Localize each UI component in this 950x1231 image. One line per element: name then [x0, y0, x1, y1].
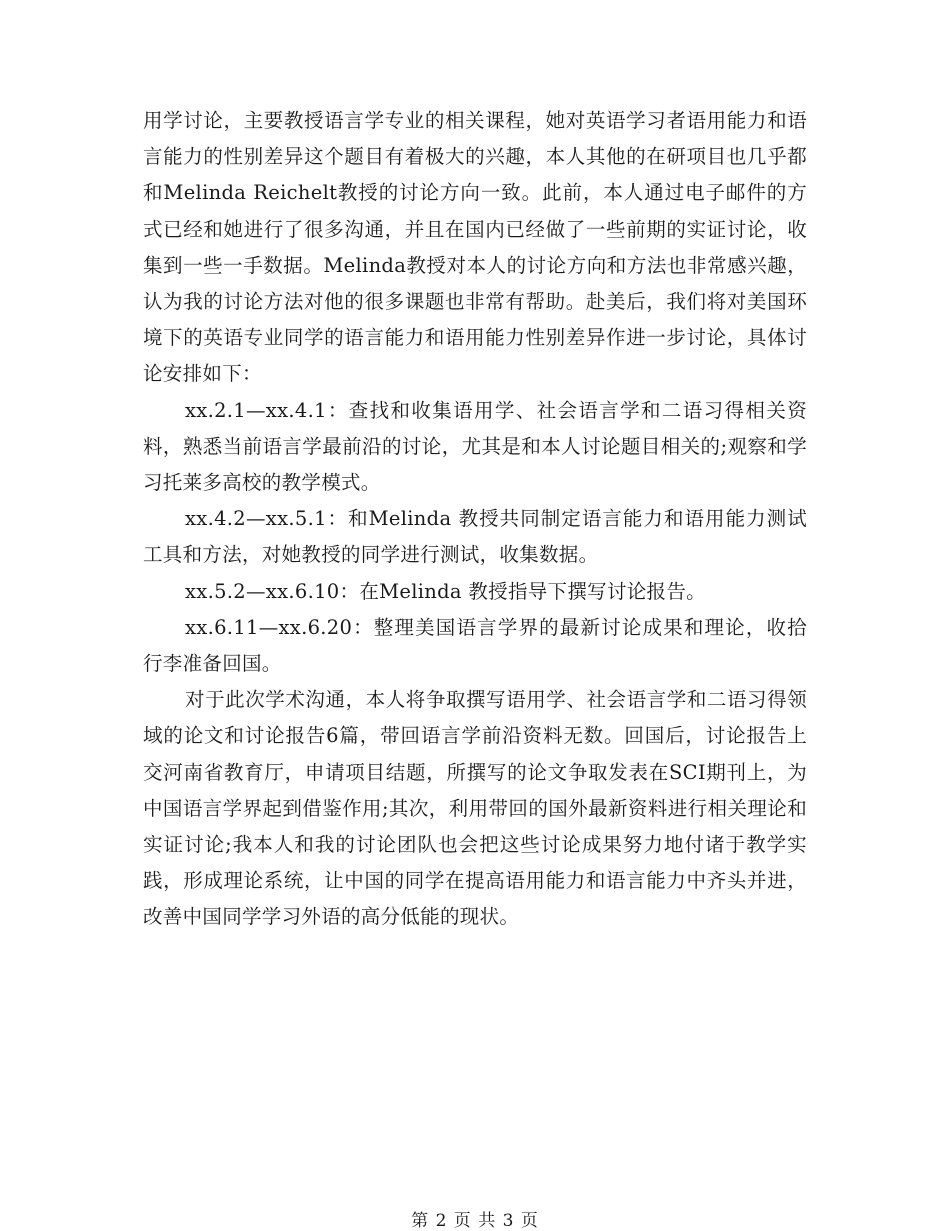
- paragraph-schedule-1: xx.2.1—xx.4.1：查找和收集语用学、社会语言学和二语习得相关资料，熟悉当前语言学最前沿的讨论，尤其是和本人讨论题目相关的;观察和学习托莱多高校的教学模式。: [143, 398, 807, 495]
- paragraph-schedule-4: xx.6.11—xx.6.20：整理美国语言学界的最新讨论成果和理论，收拾行李准备回国。: [143, 615, 807, 676]
- paragraph-expected-outcomes: 对于此次学术沟通，本人将争取撰写语用学、社会语言学和二语习得领域的论文和讨论报告6篇，带回语言学前沿资料无数。回国后，讨论报告上交河南省教育厅，申请项目结题，所撰写的论文争取发表在SCI期刊上，为中国语言学界起到借鉴作用;其次，利用带回的国外最新资料进行相关理论和实证讨论;我本人和我的讨论团队也会把这些讨论成果努力地付诸于教学实践，形成理论系统，让中国的同学在提高语用能力和语言能力中齐头并进，改善中国同学学习外语的高分低能的现状。: [143, 688, 807, 929]
- document-body: [143, 103, 807, 936]
- page-footer: 第 2 页 共 3 页: [411, 1211, 539, 1231]
- paragraph-intro-continued: 用学讨论，主要教授语言学专业的相关课程，她对英语学习者语用能力和语言能力的性别差异这个题目有着极大的兴趣，本人其他的在研项目也几乎都和Melinda Reichelt教授的讨论方向一致。此前，本人通过电子邮件的方式已经和她进行了很多沟通，并且在国内已经做了一些前期的实证讨论，收集到一些一手数据。Melinda教授对本人的讨论方向和方法也非常感兴趣，认为我的讨论方法对他的很多课题也非常有帮助。赴美后，我们将对美国环境下的英语专业同学的语言能力和语用能力性别差异作进一步讨论，具体讨论安排如下：: [143, 109, 807, 386]
- paragraph-schedule-2: xx.4.2—xx.5.1：和Melinda 教授共同制定语言能力和语用能力测试工具和方法，对她教授的同学进行测试，收集数据。: [143, 507, 807, 567]
- paragraph-schedule-3: xx.5.2—xx.6.10：在Melinda 教授指导下撰写讨论报告。: [185, 579, 706, 603]
